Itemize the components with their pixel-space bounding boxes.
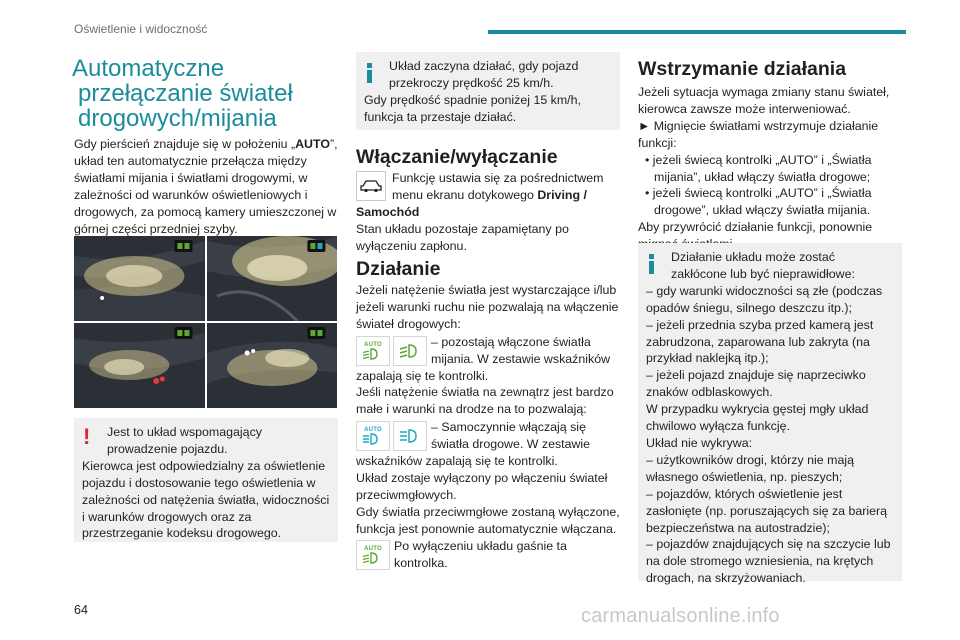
title-line: przełączanie świateł (78, 80, 293, 107)
intro-paragraph (74, 136, 340, 237)
info-icon (367, 63, 372, 83)
low-beam-icon (393, 336, 427, 366)
night-road-illustration (74, 236, 205, 321)
warning-icon: ! (83, 424, 91, 449)
info-text: – użytkowników drogi, którzy nie mają własnego oświetlenia, np. pieszych; (646, 452, 854, 484)
body-text: Aby przywrócić działanie funkcji, ponownie (638, 220, 873, 235)
info-text: Układ nie wykrywa: (646, 435, 753, 450)
body-text: Jeżeli sytuacja wymaga zmiany stanu świateł, kierowca zawsze może interweniować. (638, 85, 890, 116)
intro-text: ”, układ ten automatycznie przełącza między światłami mijania i światłami drogowymi, w zależności od warunków oświetleniowych i drogowych, za pomocą kamery umieszczonej w górnej części przedniej szyby. (74, 137, 338, 236)
night-road-illustration (207, 236, 338, 321)
info-icon (649, 254, 654, 274)
body-text: Jeśli natężenie światła na zewnątrz jest bardzo małe i warunki na drodze na to pozwalają: (356, 385, 614, 417)
section-body (638, 84, 906, 253)
info-text: Działanie układu może zostać zakłócone lub być nieprawidłowe: (671, 250, 855, 281)
info-text: – pojazdów, których oświetlenie jest zasłonięte (np. poruszających się za barierą bezpieczeństwa na autostradzie); (646, 486, 888, 535)
warning-text: Jest to układ wspomagający prowadzenie pojazdu. (107, 425, 262, 456)
body-text (356, 170, 622, 221)
night-road-illustration (74, 323, 205, 408)
indicator-group (356, 336, 427, 366)
warning-text: Kierowca jest odpowiedzialny za oświetlenie pojazdu i dostosowanie tego oświetlenia w zależności od natężenia światła, widoczności i warunków drogowych oraz za przestrzeganie kodeksu drogowego. (82, 458, 330, 541)
title-line: Automatyczne (72, 55, 225, 82)
body-text: Gdy światła przeciwmgłowe zostaną wyłączone, funkcja jest ponownie automatycznie włączana. (356, 504, 620, 536)
info-text: – jeżeli przednia szyba przed kamerą jest zabrudzona, zaparowana lub zakryta (na przykład naklejką itp.); (646, 317, 874, 366)
header-accent-bar (488, 30, 906, 34)
illustration-grid (74, 236, 337, 408)
indicator-group (356, 421, 427, 451)
auto-lamp-icon (356, 421, 390, 451)
list-item: • jeżeli świecą kontrolki „AUTO” i „Światła mijania”, układ włączy światła drogowe; (645, 152, 872, 184)
auto-label: AUTO (364, 545, 382, 552)
title-line: drogowych/mijania (78, 105, 277, 132)
section-heading: Włączanie/wyłączanie (356, 146, 558, 168)
info-text: Układ zaczyna działać, gdy pojazd przekroczy prędkość 25 km/h. (389, 59, 579, 90)
info-text: – gdy warunki widoczności są złe (podczas opadów śniegu, silnego deszczu itp.); (646, 283, 883, 315)
section-body (356, 170, 622, 255)
page-number: 64 (74, 603, 88, 617)
night-road-illustration (207, 323, 338, 408)
list-item: • jeżeli świecą kontrolki „AUTO” i „Światła drogowe”, układ włączy światła mijania. (645, 186, 872, 218)
body-text-part: Funkcję ustawia się za pośrednictwem menu ekranu dotykowego (392, 171, 604, 202)
body-text: Po wyłączeniu układu gaśnie ta kontrolka. (394, 538, 567, 570)
auto-lamp-icon (356, 336, 390, 366)
auto-label: AUTO (364, 341, 382, 348)
auto-lamp-icon (356, 540, 390, 570)
section-header: Oświetlenie i widoczność (74, 22, 208, 36)
auto-label: AUTO (364, 427, 382, 434)
menu-path: Driving / Samochód (356, 187, 587, 219)
body-text: Jeżeli natężenie światła jest wystarczające i/lub jeżeli warunki ruchu nie pozwalają na włączenie świateł drogowych: (356, 283, 619, 331)
info-text: – jeżeli pojazd znajduje się naprzeciwko znaków odblaskowych. (646, 368, 866, 400)
info-text: W przypadku wykrycia gęstej mgły układ chwilowo wyłącza funkcję. (646, 402, 869, 434)
info-box (356, 52, 620, 130)
body-text: – Samoczynnie włączają się światła drogowe. W zestawie wskaźników zapalają się te kontrolki. (356, 420, 591, 469)
section-heading: Wstrzymanie działania (638, 58, 847, 80)
info-text: – pojazdów znajdujących się na szczycie lub na dole stromego wzniesienia, na krętych drogach, na skrzyżowaniach. (646, 537, 891, 586)
high-beam-icon (393, 421, 427, 451)
warning-box (74, 418, 338, 542)
body-text: Układ zostaje wyłączony po włączeniu świateł przeciwmgłowych. (356, 470, 608, 502)
intro-text: Gdy pierścień znajduje się w położeniu „ (74, 137, 296, 151)
auto-keyword: AUTO (295, 137, 330, 151)
section-body (356, 282, 622, 571)
indicator-group (356, 540, 390, 570)
body-text: Stan układu pozostaje zapamiętany po wyłączeniu zapłonu. (356, 221, 569, 253)
car-icon (356, 171, 386, 201)
info-text: Gdy prędkość spadnie poniżej 15 km/h, funkcja ta przestaje działać. (364, 92, 581, 124)
section-heading: Działanie (356, 258, 441, 280)
body-text: ► Mignięcie światłami wstrzymuje działanie funkcji: (638, 118, 879, 150)
page-title (72, 56, 342, 131)
info-box (638, 243, 902, 586)
watermark: carmanualsonline.info (581, 605, 780, 627)
body-text: – pozostają włączone światła mijania. W zestawie wskaźników zapalają się te kontrolki. (356, 334, 611, 383)
